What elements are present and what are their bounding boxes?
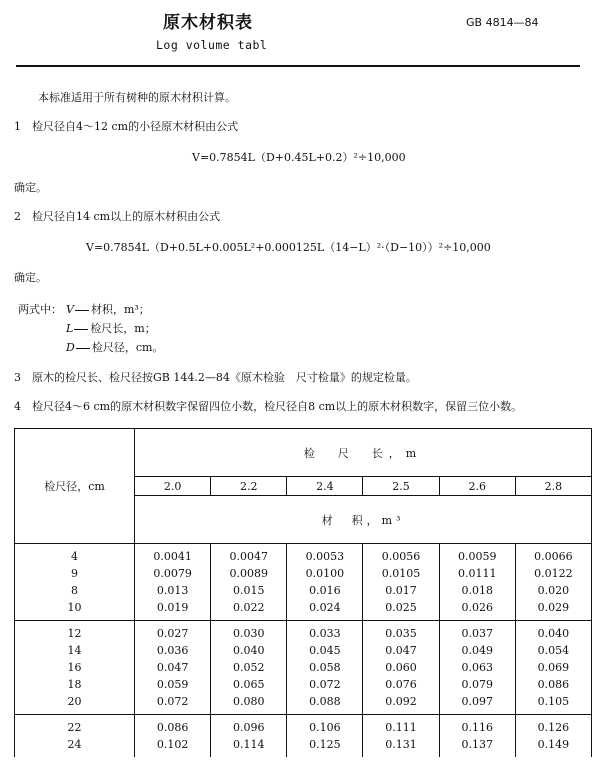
volume-cell: 0.0047 — [211, 544, 287, 566]
volume-cell: 0.131 — [363, 736, 439, 757]
volume-cell: 0.072 — [287, 676, 363, 693]
volume-cell: 0.114 — [211, 736, 287, 757]
symbol-d: D — [66, 341, 75, 354]
volume-cell: 0.037 — [439, 621, 515, 643]
volume-cell: 0.013 — [135, 582, 211, 599]
length-col-header: 2.2 — [211, 477, 287, 496]
volume-cell: 0.054 — [515, 642, 591, 659]
diameter-cell: 12 — [15, 621, 135, 643]
volume-cell: 0.025 — [363, 599, 439, 621]
volume-cell: 0.047 — [135, 659, 211, 676]
clause-1-end: 确定。 — [14, 181, 47, 194]
volume-cell: 0.033 — [287, 621, 363, 643]
volume-cell: 0.019 — [135, 599, 211, 621]
symbol-row-length — [66, 320, 156, 336]
length-col-header: 2.8 — [515, 477, 591, 496]
volume-cell: 0.045 — [287, 642, 363, 659]
formula-2: V=0.7854L（D+0.5L+0.005L²+0.000125L（14−L）²·（D−10））²÷10,000 — [86, 241, 491, 254]
volume-cell: 0.018 — [439, 582, 515, 599]
length-col-header: 2.0 — [135, 477, 211, 496]
clause-2-end: 确定。 — [14, 271, 47, 284]
symbol-l-desc: 检尺长，m； — [90, 322, 156, 335]
volume-cell: 0.137 — [439, 736, 515, 757]
page-subtitle-english: Log volume tabl — [156, 38, 268, 52]
diameter-cell: 18 — [15, 676, 135, 693]
diameter-cell: 22 — [15, 715, 135, 737]
volume-cell: 0.0089 — [211, 565, 287, 582]
table-row — [15, 642, 592, 659]
header-rule — [16, 65, 580, 67]
volume-cell: 0.022 — [211, 599, 287, 621]
symbol-v: V — [66, 303, 74, 316]
volume-cell: 0.069 — [515, 659, 591, 676]
diameter-cell: 16 — [15, 659, 135, 676]
clause-3: 3 原木的检尺长、检尺径按GB 144.2—84《原木检验 尺寸检量》的规定检量。 — [14, 371, 417, 384]
volume-cell: 0.040 — [515, 621, 591, 643]
formula-1: V=0.7854L（D+0.45L+0.2）²÷10,000 — [192, 151, 406, 164]
volume-cell: 0.029 — [515, 599, 591, 621]
length-col-header: 2.4 — [287, 477, 363, 496]
volume-cell: 0.036 — [135, 642, 211, 659]
volume-cell: 0.0041 — [135, 544, 211, 566]
table-row — [15, 715, 592, 737]
volume-cell: 0.079 — [439, 676, 515, 693]
length-col-header: 2.5 — [363, 477, 439, 496]
volume-cell: 0.060 — [363, 659, 439, 676]
clause-2: 2 检尺径自14 cm以上的原木材积由公式 — [14, 210, 221, 223]
length-header: 检 尺 长，m — [135, 429, 592, 477]
volume-cell: 0.049 — [439, 642, 515, 659]
volume-cell: 0.126 — [515, 715, 591, 737]
volume-cell: 0.086 — [515, 676, 591, 693]
volume-cell: 0.052 — [211, 659, 287, 676]
table-row — [15, 582, 592, 599]
diameter-cell: 8 — [15, 582, 135, 599]
volume-cell: 0.088 — [287, 693, 363, 715]
volume-cell: 0.092 — [363, 693, 439, 715]
table-row — [15, 599, 592, 621]
volume-cell: 0.0122 — [515, 565, 591, 582]
volume-cell: 0.0056 — [363, 544, 439, 566]
volume-cell: 0.026 — [439, 599, 515, 621]
volume-cell: 0.0066 — [515, 544, 591, 566]
symbol-d-desc: 检尺径，cm。 — [91, 341, 164, 354]
diameter-cell: 20 — [15, 693, 135, 715]
volume-cell: 0.105 — [515, 693, 591, 715]
standard-code: GB 4814—84 — [466, 16, 539, 29]
volume-cell: 0.0105 — [363, 565, 439, 582]
volume-cell: 0.0059 — [439, 544, 515, 566]
volume-cell: 0.027 — [135, 621, 211, 643]
volume-cell: 0.116 — [439, 715, 515, 737]
volume-cell: 0.072 — [135, 693, 211, 715]
volume-cell: 0.080 — [211, 693, 287, 715]
volume-cell: 0.063 — [439, 659, 515, 676]
row-header-diameter: 检尺径，cm — [15, 429, 135, 544]
volume-cell: 0.0053 — [287, 544, 363, 566]
dash-mark — [76, 348, 90, 349]
table-row — [15, 676, 592, 693]
volume-header: 材 积，m³ — [135, 496, 592, 544]
diameter-cell: 4 — [15, 544, 135, 566]
log-volume-table — [14, 428, 592, 757]
volume-cell: 0.0100 — [287, 565, 363, 582]
volume-cell: 0.111 — [363, 715, 439, 737]
volume-cell: 0.097 — [439, 693, 515, 715]
length-col-header: 2.6 — [439, 477, 515, 496]
clause-4: 4 检尺径4～6 cm的原木材积数字保留四位小数，检尺径自8 cm以上的原木材积数字，保留三位小数。 — [14, 400, 523, 413]
volume-cell: 0.125 — [287, 736, 363, 757]
table-row — [15, 565, 592, 582]
volume-cell: 0.058 — [287, 659, 363, 676]
volume-cell: 0.047 — [363, 642, 439, 659]
volume-cell: 0.015 — [211, 582, 287, 599]
table-row — [15, 621, 592, 643]
volume-cell: 0.020 — [515, 582, 591, 599]
volume-cell: 0.040 — [211, 642, 287, 659]
symbol-row-volume — [66, 301, 150, 317]
volume-cell: 0.149 — [515, 736, 591, 757]
intro-text: 本标准适用于所有树种的原木材积计算。 — [38, 91, 236, 104]
volume-cell: 0.102 — [135, 736, 211, 757]
page-title: 原木材积表 — [163, 13, 253, 33]
symbol-v-desc: 材积，m³； — [90, 303, 150, 316]
clause-1: 1 检尺径自4～12 cm的小径原木材积由公式 — [14, 120, 239, 133]
volume-cell: 0.065 — [211, 676, 287, 693]
volume-cell: 0.059 — [135, 676, 211, 693]
table-row — [15, 659, 592, 676]
dash-mark — [74, 329, 88, 330]
volume-cell: 0.0079 — [135, 565, 211, 582]
dash-mark — [75, 310, 89, 311]
symbols-intro: 两式中： — [18, 303, 62, 316]
diameter-cell: 14 — [15, 642, 135, 659]
diameter-cell: 24 — [15, 736, 135, 757]
volume-cell: 0.030 — [211, 621, 287, 643]
symbol-l: L — [66, 322, 74, 335]
symbol-row-diameter — [66, 339, 163, 355]
volume-cell: 0.0111 — [439, 565, 515, 582]
volume-cell: 0.076 — [363, 676, 439, 693]
table-row — [15, 693, 592, 715]
volume-cell: 0.024 — [287, 599, 363, 621]
diameter-cell: 10 — [15, 599, 135, 621]
volume-cell: 0.106 — [287, 715, 363, 737]
volume-cell: 0.035 — [363, 621, 439, 643]
volume-cell: 0.086 — [135, 715, 211, 737]
table-row — [15, 736, 592, 757]
table-row — [15, 544, 592, 566]
volume-cell: 0.017 — [363, 582, 439, 599]
volume-cell: 0.016 — [287, 582, 363, 599]
volume-cell: 0.096 — [211, 715, 287, 737]
diameter-cell: 9 — [15, 565, 135, 582]
